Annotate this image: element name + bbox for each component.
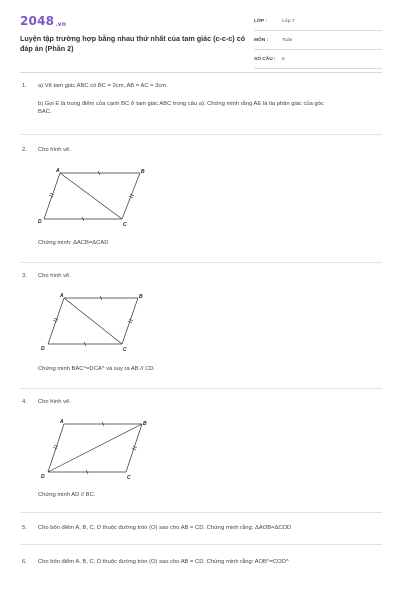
question-divider [20,262,382,263]
figure-parallelogram-2 [38,166,158,228]
meta-value: Toán [282,38,293,43]
meta-subject [254,35,382,50]
question-divider [20,134,382,135]
meta-question-count [254,54,382,69]
figure-caption: Chứng minh: ΔACB=ΔCAD [38,240,109,246]
question-text: Cho hình vẽ. [38,273,71,279]
vertex-label-c: C [127,475,131,481]
question-divider [20,512,382,513]
meta-key: SỐ CÂU : [254,57,276,62]
question-number: 6. [22,559,27,565]
question-number: 3. [22,273,27,279]
question-number: 1. [22,83,27,89]
figure-parallelogram-4 [38,418,158,482]
vertex-label-b: B [139,294,143,300]
vertex-label-c: C [123,347,127,353]
meta-key: LỚP : [254,19,268,24]
vertex-label-b: B [143,421,147,427]
page-title: Luyện tập trường hợp bằng nhau thứ nhất của tam giác (c-c-c) có đáp án (Phần 2) [20,34,246,53]
question-divider [20,388,382,389]
worksheet-meta [254,16,382,73]
header-divider [20,72,382,73]
question-divider [20,544,382,545]
question-text: Cho bốn điểm A, B, C, D thuộc đường tròn (O) sao cho AB = CD. Chứng minh rằng: ΔAOB=ΔCOD [38,525,292,531]
vertex-label-b: B [141,169,145,175]
figure-parallelogram-3 [38,292,158,354]
site-logo[interactable]: 2048.vn [20,14,67,28]
question-text: Cho bốn điểm A, B, C, D thuộc đường tròn (O) sao cho AB = CD. Chứng minh rằng: AOB^=COD^ [38,559,289,565]
figure-caption: Chứng minh AD // BC. [38,492,96,498]
question-text-a: a) Vẽ tam giác ABC có BC = 2cm, AB = AC = 3cm. [38,83,168,89]
question-number: 5. [22,525,27,531]
question-text: Cho hình vẽ. [38,147,71,153]
vertex-label-a: A [60,419,64,425]
question-text-b: b) Gọi E là trung điểm của cạnh BC ở tam giác ABC trong câu a). Chứng minh rằng AE là tia phân giác của góc BAC. [38,101,324,115]
meta-key: MÔN : [254,38,269,43]
question-text: Cho hình vẽ. [38,399,71,405]
figure-caption: Chứng minh BAC^=DCA^ và suy ra AB // CD. [38,366,156,372]
question-number: 2. [22,147,27,153]
question-number: 4. [22,399,27,405]
vertex-label-d: D [41,474,45,480]
vertex-label-c: C [123,222,127,228]
vertex-label-d: D [38,219,42,225]
vertex-label-a: A [56,168,60,174]
meta-grade [254,16,382,31]
meta-value: Lớp 7 [282,19,295,24]
worksheet-header [20,10,382,66]
meta-value: 6 [282,57,285,62]
vertex-label-a: A [60,293,64,299]
vertex-label-d: D [41,346,45,352]
